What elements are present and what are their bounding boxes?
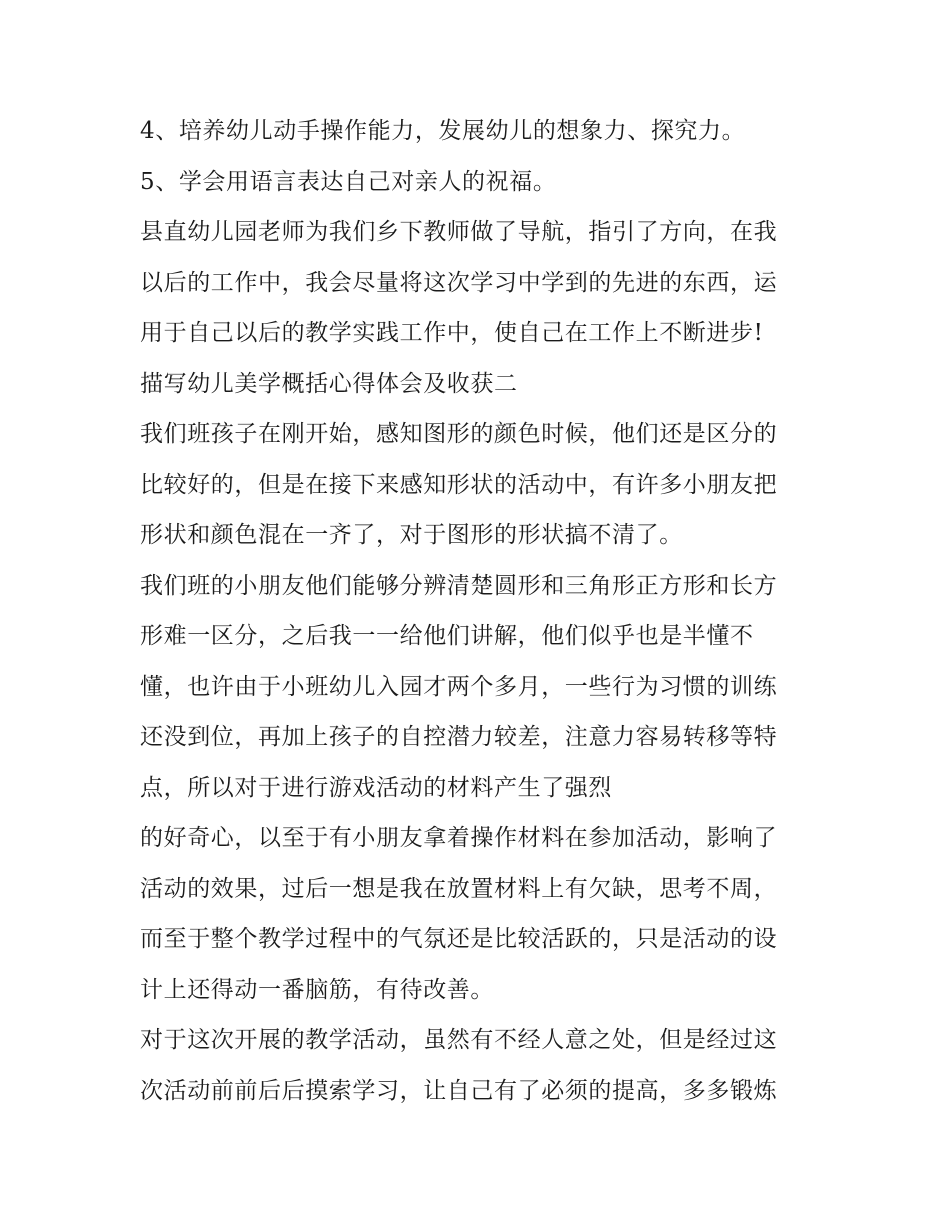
paragraph-line: 用于自己以后的教学实践工作中，使自己在工作上不断进步! xyxy=(140,320,764,346)
paragraph-line: 我们班孩子在刚开始，感知图形的颜色时候，他们还是区分的 xyxy=(140,421,778,447)
paragraph-line: 对于这次开展的教学活动，虽然有不经人意之处，但是经过这 xyxy=(140,1027,778,1053)
paragraph-line: 比较好的，但是在接下来感知形状的活动中，有许多小朋友把 xyxy=(140,472,778,498)
text-line-goal-4: 4、培养幼儿动手操作能力，发展幼儿的想象力、探究力。 xyxy=(140,118,746,144)
paragraph-line: 形状和颜色混在一齐了，对于图形的形状搞不清了。 xyxy=(140,522,683,548)
paragraph-line: 还没到位，再加上孩子的自控潜力较差，注意力容易转移等特 xyxy=(140,724,778,750)
paragraph-line: 而至于整个教学过程中的气氛还是比较活跃的，只是活动的设 xyxy=(140,926,778,952)
paragraph-line: 我们班的小朋友他们能够分辨清楚圆形和三角形正方形和长方 xyxy=(140,573,778,599)
paragraph-line: 点，所以对于进行游戏活动的材料产生了强烈 xyxy=(140,775,612,801)
paragraph-line: 形难一区分，之后我一一给他们讲解，他们似乎也是半懂不 xyxy=(140,623,754,649)
paragraph-line: 计上还得动一番脑筋，有待改善。 xyxy=(140,977,494,1003)
paragraph-line: 懂，也许由于小班幼儿入园才两个多月，一些行为习惯的训练 xyxy=(140,674,778,700)
text-line-goal-5: 5、学会用语言表达自己对亲人的祝福。 xyxy=(140,169,557,195)
paragraph-line: 以后的工作中，我会尽量将这次学习中学到的先进的东西，运 xyxy=(140,270,778,296)
section-heading: 描写幼儿美学概括心得体会及收获二 xyxy=(140,371,518,397)
paragraph-line: 次活动前前后后摸索学习，让自己有了必须的提高，多多锻炼 xyxy=(140,1078,778,1104)
paragraph-line: 的好奇心，以至于有小朋友拿着操作材料在参加活动，影响了 xyxy=(140,825,778,851)
paragraph-line: 活动的效果，过后一想是我在放置材料上有欠缺，思考不周， xyxy=(140,876,778,902)
paragraph-line: 县直幼儿园老师为我们乡下教师做了导航，指引了方向，在我 xyxy=(140,219,778,245)
